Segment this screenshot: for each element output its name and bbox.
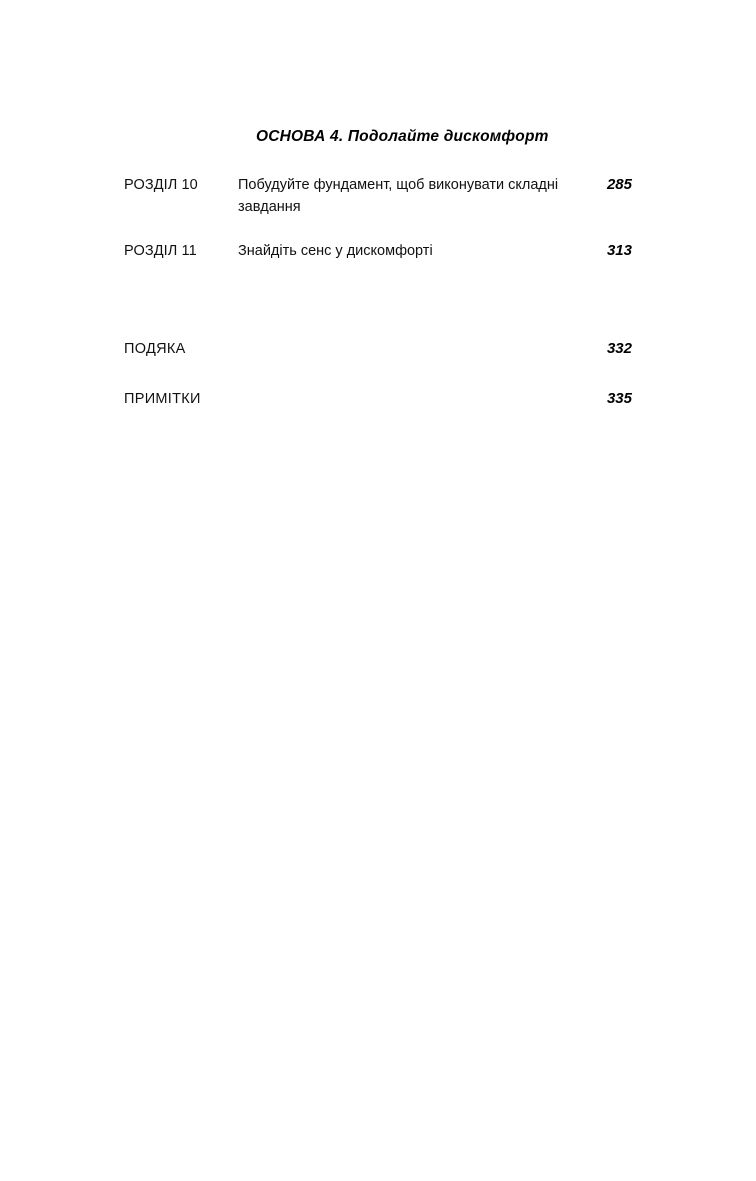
table-of-contents — [124, 128, 632, 438]
toc-entry-title: Побудуйте фундамент, щоб виконувати складні завдання — [238, 177, 559, 215]
toc-entry-page-number: 285 — [606, 176, 632, 193]
toc-back-matter — [124, 338, 632, 410]
toc-entry-page-number: 313 — [606, 242, 632, 259]
toc-entry-title: Знайдіть сенс у дискомфорті — [238, 243, 433, 259]
toc-entry-label: ПОДЯКА — [124, 341, 186, 357]
toc-entry-page-number: 335 — [606, 390, 632, 407]
section-heading: ОСНОВА 4. Подолайте дискомфорт — [256, 128, 549, 145]
toc-entry-label: РОЗДІЛ 11 — [124, 243, 197, 259]
toc-entry-label: ПРИМІТКИ — [124, 391, 201, 407]
toc-entry-page-number: 332 — [606, 340, 632, 357]
toc-entry — [124, 388, 632, 410]
toc-entry — [124, 174, 632, 218]
toc-entry — [124, 338, 632, 360]
toc-entry-label: РОЗДІЛ 10 — [124, 177, 198, 193]
toc-entry — [124, 240, 632, 262]
